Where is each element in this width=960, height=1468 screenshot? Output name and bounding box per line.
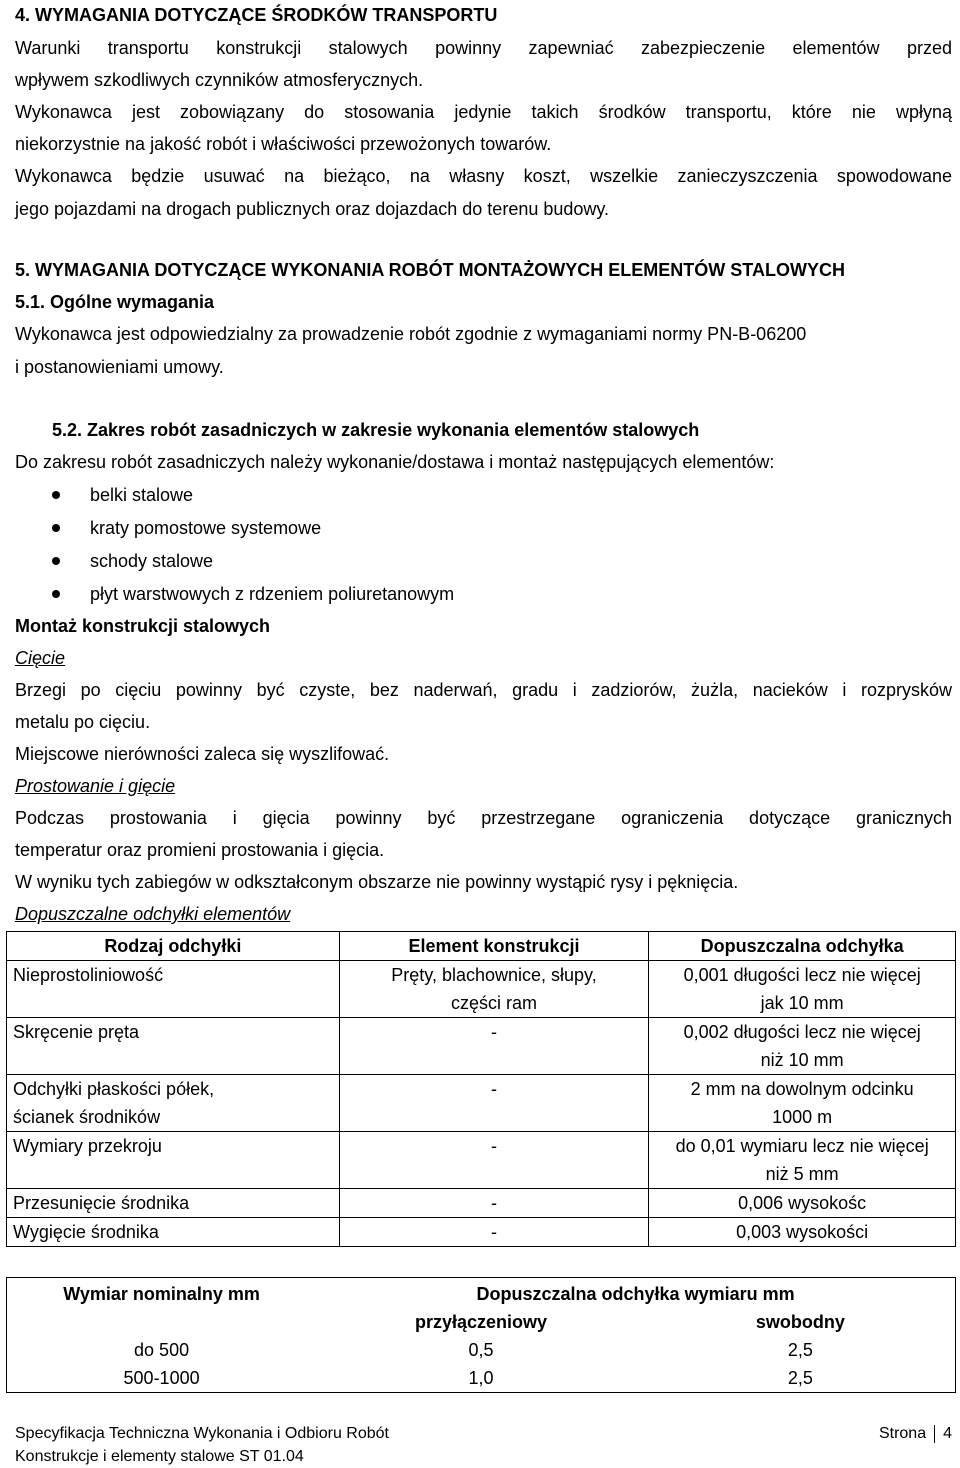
page-number [879, 1423, 952, 1445]
table-cell: do 0,01 wymiaru lecz nie więcej niż 5 mm [649, 1132, 956, 1189]
paragraph-line: Wykonawca jest zobowiązany do stosowania jedynie takich środków transportu, które nie wpłyną [15, 102, 952, 122]
section-5-heading: 5. WYMAGANIA DOTYCZĄCE WYKONANIA ROBÓT MONTAŻOWYCH ELEMENTÓW STALOWYCH [15, 260, 845, 280]
table-row [7, 1336, 956, 1364]
table-cell: - [339, 1132, 649, 1189]
paragraph-line: jego pojazdami na drogach publicznych oraz dojazdach do terenu budowy. [15, 199, 610, 219]
table-cell: 0,002 długości lecz nie więcej niż 10 mm [649, 1018, 956, 1075]
table-row [7, 1018, 956, 1075]
table-row [7, 1132, 956, 1189]
column-header: swobodny [755, 1312, 845, 1332]
table-cell: Skręcenie pręta [7, 1018, 340, 1075]
paragraph-line: metalu po cięciu. [15, 712, 151, 732]
list-item: schody stalowe [90, 551, 214, 571]
table-header-row [7, 1278, 956, 1309]
subsection-heading: 5.1. Ogólne wymagania [15, 292, 215, 312]
table-cell: - [339, 1018, 649, 1075]
paragraph-line: W wyniku tych zabiegów w odkształconym obszarze nie powinny wystąpić rysy i pęknięcia. [15, 872, 739, 892]
page-num: 4 [943, 1425, 952, 1442]
table-row [7, 1218, 956, 1247]
paragraph-line: Warunki transportu konstrukcji stalowych powinny zapewniać zabezpieczenie elementów przed [15, 38, 952, 58]
table-cell: Odchyłki płaskości półek, ścianek środników [7, 1075, 340, 1132]
table-cell: 0,5 [468, 1340, 494, 1360]
paragraph-line: niekorzystnie na jakość robót i właściwości przewożonych towarów. [15, 134, 552, 154]
column-header: Wymiar nominalny mm [63, 1284, 260, 1304]
paragraph-line: wpływem szkodliwych czynników atmosferycznych. [15, 70, 424, 90]
table-cell: 0,003 wysokości [649, 1218, 956, 1247]
deviation-table [6, 931, 956, 1247]
table-cell: 2 mm na dowolnym odcinku 1000 m [649, 1075, 956, 1132]
paragraph-line: Podczas prostowania i gięcia powinny być przestrzegane ograniczenia dotyczące granicznych [15, 808, 952, 828]
table-cell: Wygięcie środnika [7, 1218, 340, 1247]
table-cell: Wymiary przekroju [7, 1132, 340, 1189]
paragraph-line: i postanowieniami umowy. [15, 357, 224, 377]
table-cell: - [339, 1075, 649, 1132]
page-label: Strona [878, 1425, 927, 1442]
table-cell: 2,5 [787, 1368, 813, 1388]
table-cell: - [339, 1218, 649, 1247]
table-cell: 1,0 [468, 1368, 494, 1388]
section-4-heading: 4. WYMAGANIA DOTYCZĄCE ŚRODKÓW TRANSPORTU [15, 5, 498, 25]
table-cell: Przesunięcie środnika [7, 1189, 340, 1218]
table-cell: - [339, 1189, 649, 1218]
table-cell: Pręty, blachownice, słupy, części ram [339, 961, 649, 1018]
table-header-row [7, 932, 956, 961]
footer-title: Specyfikacja Techniczna Wykonania i Odbioru Robót [15, 1425, 389, 1442]
list-item: kraty pomostowe systemowe [90, 518, 322, 538]
dimension-table [6, 1277, 956, 1393]
table-row [7, 1364, 956, 1393]
paragraph-line: Miejscowe nierówności zaleca się wyszlifować. [15, 744, 390, 764]
paragraph-line: temperatur oraz promieni prostowania i gięcia. [15, 840, 385, 860]
table-header-row [7, 1308, 956, 1336]
paragraph-line: Wykonawca jest odpowiedzialny za prowadzenie robót zgodnie z wymaganiami normy PN-B-06200 [15, 324, 807, 344]
column-header: Dopuszczalna odchyłka wymiaru mm [476, 1284, 795, 1304]
table-cell: 0,006 wysokośc [649, 1189, 956, 1218]
separator [934, 1425, 935, 1443]
montaz-heading: Montaż konstrukcji stalowych [15, 616, 271, 636]
odchylki-heading: Dopuszczalne odchyłki elementów [15, 904, 291, 924]
bullet-icon [52, 557, 60, 565]
paragraph-line: Brzegi po cięciu powinny być czyste, bez naderwań, gradu i zadziorów, żużla, nacieków i rozprysków [15, 680, 952, 700]
table-cell: Nieprostoliniowość [7, 961, 340, 1018]
table-cell: do 500 [134, 1340, 190, 1360]
column-header: Element konstrukcji [339, 932, 649, 961]
table-row [7, 1189, 956, 1218]
table-cell: 500-1000 [123, 1368, 200, 1388]
column-header: Rodzaj odchyłki [7, 932, 340, 961]
footer-subtitle: Konstrukcje i elementy stalowe ST 01.04 [15, 1448, 304, 1465]
paragraph-line: Do zakresu robót zasadniczych należy wykonanie/dostawa i montaż następujących elementów: [15, 452, 775, 472]
list-item: płyt warstwowych z rdzeniem poliuretanowym [90, 584, 455, 604]
paragraph-line: Wykonawca będzie usuwać na bieżąco, na własny koszt, wszelkie zanieczyszczenia spowodowane [15, 166, 952, 186]
bullet-icon [52, 491, 60, 499]
column-header: Dopuszczalna odchyłka [649, 932, 956, 961]
subsection-heading: 5.2. Zakres robót zasadniczych w zakresie wykonania elementów stalowych [52, 420, 700, 440]
table-cell: 2,5 [787, 1340, 813, 1360]
prostowanie-heading: Prostowanie i gięcie [15, 776, 176, 796]
bullet-icon [52, 524, 60, 532]
table-cell: 0,001 długości lecz nie więcej jak 10 mm [649, 961, 956, 1018]
ciecie-heading: Cięcie [15, 648, 66, 668]
bullet-icon [52, 590, 60, 598]
table-row [7, 961, 956, 1018]
list-item: belki stalowe [90, 485, 194, 505]
column-header: przyłączeniowy [414, 1312, 547, 1332]
table-row [7, 1075, 956, 1132]
